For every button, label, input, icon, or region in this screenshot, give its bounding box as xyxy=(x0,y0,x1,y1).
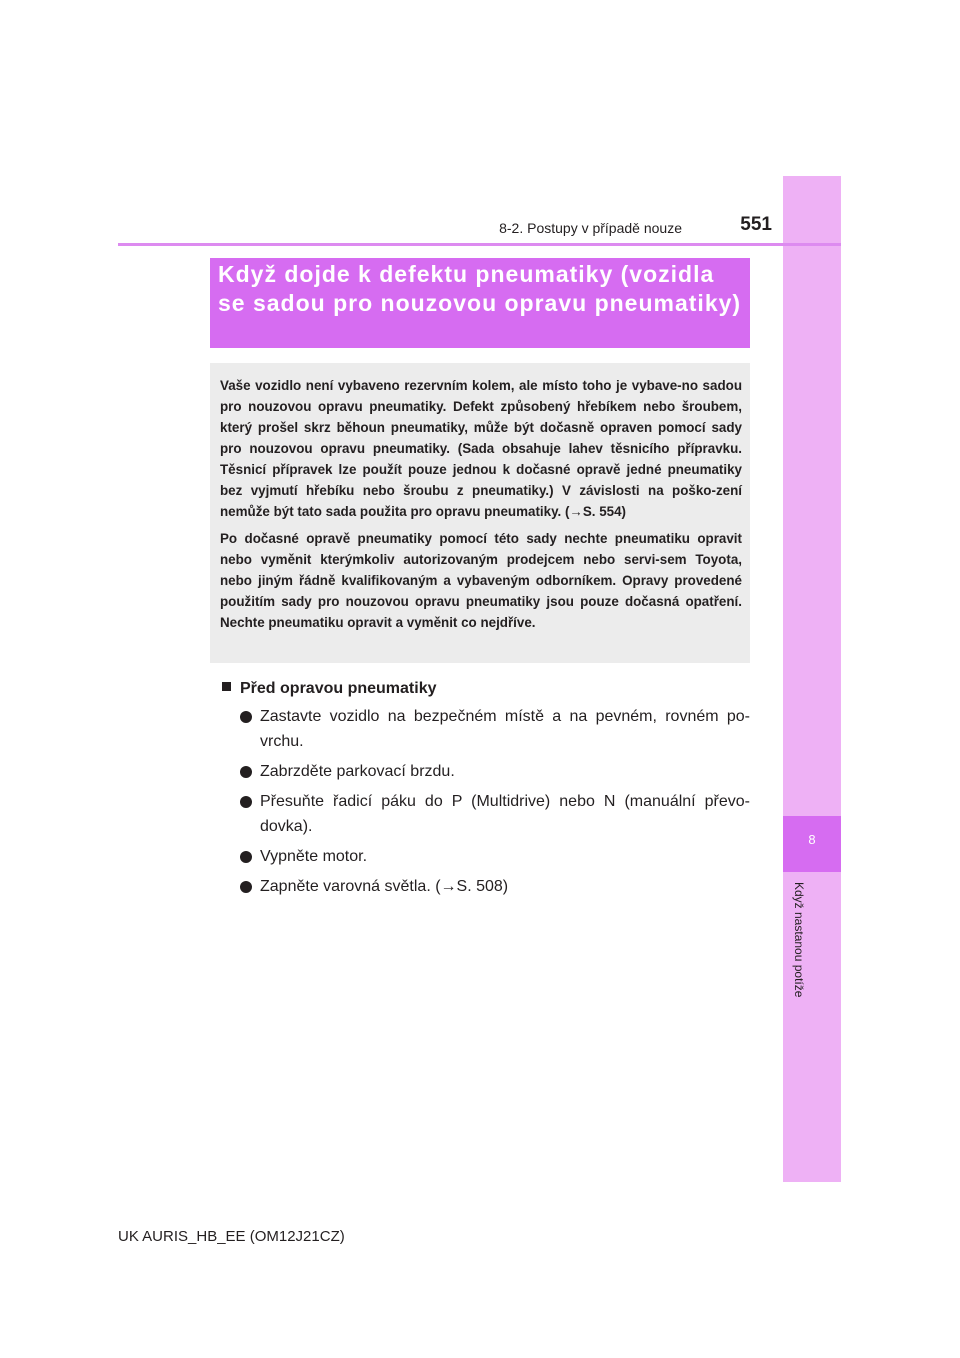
list-item xyxy=(222,789,750,839)
list-item-text: Zastavte vozidlo na bezpečném místě a na pevném, rovném po-vrchu. xyxy=(260,708,750,750)
bullet-icon xyxy=(240,796,252,808)
info-box xyxy=(210,363,750,663)
procedure-heading xyxy=(222,678,750,700)
procedure-section xyxy=(222,678,750,904)
side-tab-number: 8 xyxy=(808,832,816,847)
list-item-text: Zapněte varovná světla. (→S. 508) xyxy=(260,878,509,895)
bullet-icon xyxy=(240,766,252,778)
manual-code-footer: UK AURIS_HB_EE (OM12J21CZ) xyxy=(118,1228,345,1245)
info-paragraph: Po dočasné opravě pneumatiky pomocí této sady nechte pneumatiku opravit nebo vyměnit kterýmkoliv autorizovaným prodejcem nebo servi-sem Toyota, nebo jiným řádně kvalifikovaným a vybaveným odborníkem. Opravy provedené použitím sady pro nouzovou opravu pneumatiky jsou pouze dočasná opatření. Nechte pneumatiku opravit a vyměnit co nejdříve. xyxy=(220,531,742,630)
list-item xyxy=(222,759,750,784)
list-item xyxy=(222,874,750,899)
list-item xyxy=(222,704,750,754)
list-item xyxy=(222,844,750,869)
info-paragraph: Vaše vozidlo není vybaveno rezervním kolem, ale místo toho je vybave-no sadou pro nouzovou opravu pneumatiky. Defekt způsobený hřebíkem nebo šroubem, který prošel skrz běhoun pneumatiky, může být dočasně opraven pomocí sady pro nouzovou opravu pneumatiky. (Sada obsahuje lahev těsnicího přípravku. Těsnicí přípravek lze použít pouze jednou k dočasné opravě jedné pneumatiky bez vyjmutí hřebíku nebo šroubu z pneumatiky.) V závislosti na poško-zení nemůže být tato sada použita pro opravu pneumatiky. (→S. 554) xyxy=(220,378,742,519)
section-title: Když dojde k defektu pneumatiky (vozidla se sadou pro nouzovou opravu pneumatiky) xyxy=(218,261,742,316)
page-number: 551 xyxy=(740,214,772,235)
list-item-text: Vypněte motor. xyxy=(260,848,368,865)
header-divider xyxy=(118,243,841,246)
side-tab-label: Když nastanou potíže xyxy=(792,882,806,998)
chapter-title: 8-2. Postupy v případě nouze xyxy=(499,220,682,236)
section-title-box xyxy=(210,258,750,348)
list-item-text: Přesuňte řadicí páku do P (Multidrive) nebo N (manuální převo-dovka). xyxy=(260,793,750,835)
bullet-icon xyxy=(240,851,252,863)
square-bullet-icon xyxy=(222,682,231,691)
procedure-heading-text: Před opravou pneumatiky xyxy=(240,680,437,697)
list-item-text: Zabrzděte parkovací brzdu. xyxy=(260,763,455,780)
bullet-icon xyxy=(240,711,252,723)
bullet-icon xyxy=(240,881,252,893)
